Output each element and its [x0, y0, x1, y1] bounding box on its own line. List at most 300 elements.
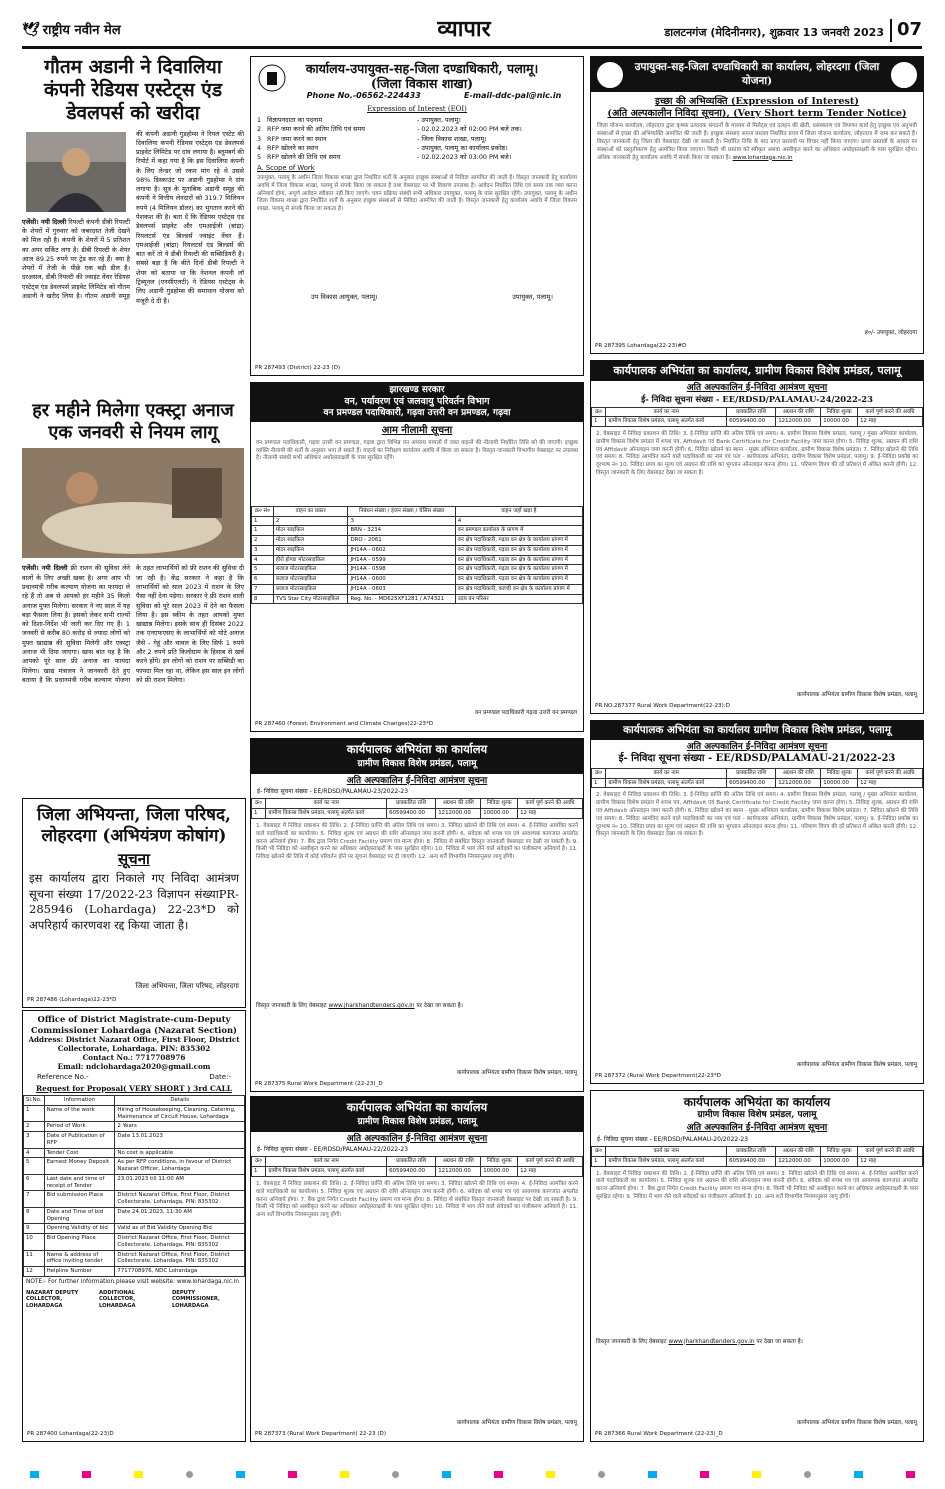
table-header-row — [592, 1147, 923, 1157]
table-header-cell: Details — [115, 1096, 245, 1106]
table-cell: बजाज मोटरसाइकिल — [273, 565, 348, 575]
table-cell: 1 — [592, 417, 606, 427]
table-cell: 2 — [24, 1122, 45, 1132]
pr-number: PR 287493 (District) 22-23 (D) — [255, 365, 341, 372]
table-cell: 1212000.00 — [436, 809, 481, 819]
story-headline: हर महीने मिलेगा एक्स्ट्रा अनाज एक जनवरी से नियम लागू — [32, 400, 234, 443]
table-cell: JH14A - 0599 — [348, 555, 455, 565]
table-row — [24, 1105, 245, 1122]
table-row — [24, 1148, 245, 1158]
table-row — [24, 1224, 245, 1234]
table-cell: मोटर साइकिल — [273, 536, 348, 546]
tender-sub: अति अल्पकालिन ई-निविदा आमंत्रण सूचना — [686, 382, 828, 393]
registration-swatch — [340, 1471, 349, 1478]
pr-number: PR 287486 (Lohardaga)22-23*D — [27, 997, 117, 1004]
table-cell: Date and Time of bid Opening — [44, 1207, 115, 1224]
table-header-cell: निविदा शुल्क — [481, 799, 518, 809]
registration-swatch — [494, 1471, 503, 1478]
ad-signature: कार्यपालक अभियंता ग्रामीण विकास विशेष प्रमंडल, पलामू — [796, 691, 917, 698]
list-item — [257, 116, 577, 125]
table-row — [252, 536, 583, 546]
eoi-list — [251, 114, 583, 164]
ad-tender-24 — [590, 360, 924, 714]
table-cell: वन प्रमण्डल कार्यालय के प्रांगण में — [455, 526, 582, 536]
eoi-website[interactable]: www.lohardaga.nic.in — [732, 154, 793, 161]
ad-signature: कार्यपालक अभियंता ग्रामीण विकास विशेष प्रमंडल, पलामू — [796, 1061, 917, 1068]
ad-tender-23 — [250, 738, 584, 1092]
table-cell: JH14A - 0603 — [348, 584, 455, 594]
item-number: 2 — [257, 125, 262, 134]
list-item — [257, 125, 577, 134]
tender-title: कार्यपालक अभियंता का कार्यालय ग्रामीण विकास विशेष प्रमंडल, पलामू — [591, 721, 923, 740]
table-header-row — [252, 1157, 583, 1167]
table-row — [252, 1167, 583, 1177]
table-header-cell: कार्य का नाम — [266, 1157, 387, 1167]
table-cell: 60599400.00 — [387, 809, 436, 819]
tender-dept: ग्रामीण विकास विशेष प्रमंडल, पलामू — [251, 1117, 583, 1131]
table-header-cell: निबंधन संख्या / इंजन संख्या / चेसिस संख्या — [348, 506, 455, 516]
list-item — [257, 144, 577, 153]
ad-ddc-palamu — [250, 56, 584, 376]
table-row — [24, 1191, 245, 1208]
table-header-cell: निविदा शुल्क — [821, 407, 858, 417]
pr-number: PR 287460 (Forest, Environment and Climate Changes)22-23*D — [255, 721, 434, 728]
tender-website-line: विस्तृत जानकारी के लिए वेबसाइट www.jharkhandtenders.gov.in पर देखा जा सकता है। — [596, 1338, 803, 1345]
ad-fill-text: उपायुक्त, पलामू के अधीन जिला विकास शाखा द्वारा निर्धारित शर्तों के अनुसार इच्छुक संस्थाओं से निविदा आमंत्रित की जाती है। विस्तृत जानकारी हेतु कार्यालय अवधि में जिला विकास शाखा, पलामू से संपर्क किया जा सकता है तथा वेबसाइट पर भी विवरण उपलब्ध है। आवेदन निर्धारित तिथि एवं समय तक जमा करना अनिवार्य होगा, अपूर्ण आवेदन स्वीकार नहीं किए जाएंगे। चयन प्रक्रिया संबंधी सभी अधिकार उपायुक्त, पलामू के पास सुरक्षित रहेंगे। उपायुक्त, पलामू के अधीन जिला विकास शाखा द्वारा निर्धारित शर्तों के अनुसार इच्छुक संस्थाओं से निविदा आमंत्रित की जाती है। विस्तृत जानकारी हेतु कार्यालय अवधि में जिला विकास शाखा, पलामू से संपर्क किया जा सकता है। — [257, 174, 577, 213]
tender-table — [591, 407, 923, 428]
table-header-cell: अग्रधन की राशि — [776, 1147, 821, 1157]
table-cell: DRO - 2061 — [348, 536, 455, 546]
table-header-cell: अग्रधन की राशि — [436, 799, 481, 809]
table-row — [252, 575, 583, 585]
ration-grain-photo — [22, 448, 244, 558]
table-cell: 1212000.00 — [436, 1167, 481, 1177]
table-cell: 2 — [252, 536, 274, 546]
table-cell: 1 — [252, 516, 274, 526]
registration-swatch — [30, 1471, 39, 1478]
table-cell: 12 माह — [518, 809, 583, 819]
ad-fill-text: 1. वेबसाइट में निविदा प्रकाशन की तिथि। 2. ई-निविदा प्राप्ति की अंतिम तिथि एवं समय। 3. निविदा खोलने की तिथि एवं समय। 4. ई-निविदा आमंत्रित करने वाले पदाधिकारी का कार्यालय। 5. निविदा शुल्क एवं अग्रधन की राशि ऑनलाइन जमा करनी होगी। 6. संवेदक को शपथ पत्र एवं आवश्यक कागजात अपलोड करना अनिवार्य होगा। 7. बैंक द्वारा निर्गत Credit Facility प्रमाण पत्र मान्य होगा। 8. निविदा से संबंधित विस्तृत जानकारी वेबसाइट पर देखी जा सकती है। 9. किसी भी निविदा को अस्वीकृत करने का अधिकार अधोहस्ताक्षरी के पास सुरक्षित रहेगा। 10. निविदा में भाग लेने वाले संवेदकों का पंजीकरण अनिवार्य है। 11. निविदा खोलने की तिथि में कोई परिवर्तन होने पर सूचना वेबसाइट पर दी जाएगी। 12. अन्य शर्तें विभागीय नियमानुसार लागू होंगी। — [256, 822, 578, 861]
ad-title-dept: वन, पर्यावरण एवं जलवायु परिवर्तन विभाग — [251, 396, 583, 408]
ad-body: इस कार्यालय द्वारा निकाले गए निविदा आमंत्रण सूचना संख्या 17/2022-23 विज्ञापन संख्याPR-285946 (Lohardaga) 22-23*D को अपरिहार्य कारणवश रद्द किया जाता है। — [29, 871, 239, 932]
table-header-cell: कार्य पूर्ण करने की अवधि — [518, 1157, 583, 1167]
table-row — [252, 584, 583, 594]
item-number: 5 — [257, 153, 262, 162]
table-cell: 7 — [24, 1191, 45, 1208]
auction-table — [251, 506, 583, 605]
registration-swatch — [288, 1471, 297, 1478]
issue-date: डालटनगंज (मेदिनीनगर), शुक्रवार 13 जनवरी 2023 — [664, 26, 884, 39]
tender-table — [591, 1146, 923, 1167]
table-header-cell: प्राक्कलित राशि — [727, 768, 776, 778]
table-cell: District Nazarat Office, First Floor, District Collectorate, Lohardaga, PIN: 835302 — [115, 1250, 245, 1267]
item-label: RFP जमा करने का स्थान — [267, 134, 327, 143]
table-header-cell: कार्य का नाम — [606, 1147, 727, 1157]
table-header-cell: Information — [44, 1096, 115, 1106]
table-row — [252, 565, 583, 575]
story-adani — [22, 56, 244, 362]
ad-signature: कार्यपालक अभियंता ग्रामीण विकास विशेष प्रमंडल, पलामू — [456, 1419, 577, 1426]
table-row — [252, 526, 583, 536]
table-header-cell: क्र० — [592, 1147, 606, 1157]
table-header-cell: प्राक्कलित राशि — [387, 1157, 436, 1167]
ad-fill-text: वन प्रमण्डल पदाधिकारी, गढ़वा उत्तरी वन प्रमण्डल, गढ़वा द्वारा विभिन्न वन अपराध मामलों में जब्त वाहनों की नीलामी निर्धारित तिथि को की जाएगी। इच्छुक व्यक्ति नीलामी की शर्तों के अनुसार भाग ले सकते हैं। वाहनों का निरीक्षण कार्यालय अवधि में किया जा सकता है। विस्तृत जानकारी विभागीय वेबसाइट पर उपलब्ध है। नीलामी संबंधी सभी अधिकार अधोहस्ताक्षरी के पास सुरक्षित रहेंगे। — [256, 439, 578, 462]
table-row — [24, 1174, 245, 1191]
table-cell: हीरो होण्डा मोटरसाइकिल — [273, 555, 348, 565]
table-cell: 1212000.00 — [776, 417, 821, 427]
tender-dept: ग्रामीण विकास विशेष प्रमंडल, पलामू — [251, 759, 583, 773]
story-dateline: एजेंसी। नयी दिल्ली — [22, 217, 67, 226]
signatures — [251, 293, 583, 301]
item-value: - उपायुक्त, पलामू का कार्यालय प्रकोष्ठ। — [417, 143, 508, 152]
ad-fill-text: 1. वेबसाइट में निविदा प्रकाशन की तिथि। 2. ई-निविदा प्राप्ति की अंतिम तिथि एवं समय। 3. निविदा खोलने की तिथि एवं समय। 4. ई-निविदा आमंत्रित करने वाले पदाधिकारी का कार्यालय। 5. निविदा शुल्क एवं अग्रधन की राशि ऑनलाइन जमा करनी होगी। 6. संवेदक को शपथ पत्र एवं आवश्यक कागजात अपलोड करना अनिवार्य होगा। 7. बैंक द्वारा निर्गत Credit Facility प्रमाण पत्र मान्य होगा। 8. निविदा से संबंधित विस्तृत जानकारी वेबसाइट पर देखी जा सकती है। 9. किसी भी निविदा को अस्वीकृत करने का अधिकार अधोहस्ताक्षरी के पास सुरक्षित रहेगा। 10. निविदा में भाग लेने वाले संवेदकों का पंजीकरण अनिवार्य है। 11. अन्य शर्तें विभागीय नियमानुसार लागू होंगी। — [256, 1180, 578, 1219]
ad-signature: कार्यपालक अभियंता ग्रामीण विकास विशेष प्रमंडल, पलामू — [456, 1069, 577, 1076]
ad-address: Address: District Nazarat Office, First Floor, District Collectorate, Lohardaga. PIN: 835302 — [28, 1035, 240, 1053]
story-text: फ्री राशन की सुविधा लेने वालों के लिए अच्छी खबर है। अगर आप भी प्रधानमंत्री गरीब कल्याण योजना का फायदा ले रहे हैं तो अब से आपको हर महीने 35 किलो अनाज मुफ्त मिलेगा। सरकार ने नए साल में यह बड़ा फैसला लिया है। इसको लेकर सभी राज्यों को दिशा-निर्देश भी जारी कर दिए गए हैं। 1 जनवरी से करीब 80 करोड़ से ज्यादा लोगों को मुफ्त खाद्यान्न की सुविधा मिलेगी और एक्स्ट्रा अनाज भी दिया जाएगा। खास बात यह है कि आपको पूरे साल फ्री अनाज का फायदा मिलेगा। खाद्य मंत्रालय ने जानकारी देते हुए बताया है कि प्रधानमंत्री गरीब कल्याण योजना के तहत लाभार्थियों को फ्री राशन की सुविधा दी जा रही है। केंद्र सरकार ने कहा है कि लाभार्थियों को साल 2023 में राशन के लिए पैसा नहीं देना पड़ेगा। सरकार ने फ्री राशन वाली सुविधा को पूरे साल 2023 में देने का फैसला लिया है। इस स्कीम के तहत आपको मुफ्त खाद्यान्न मिलेगा। इसके साथ ही दिसंबर 2022 तक एनएफएसए के लाभार्थियों को मोटे अनाज जैसे - गेहूं और चावल के लिए सिर्फ 1 रुपये और 2 रुपये प्रति किलोग्राम के हिसाब से खर्च करने होंगे। इन लोगों को राशन पर सब्सिडी का फायदा मिल रहा था, लेकिन इस साल इन लोगों को फ्री राशन मिलेगा। — [22, 564, 244, 684]
table-cell: मोटर साइकिल — [273, 526, 348, 536]
registration-swatch — [546, 1471, 555, 1478]
table-cell: 12 माह — [858, 1156, 923, 1166]
ad-signature: वन प्रमण्डल पदाधिकारी गढ़वा उत्तरी वन प्रमण्डल — [474, 709, 577, 716]
story-dateline: एजेंसी। नयी दिल्ली — [22, 564, 68, 573]
table-header-cell: प्राक्कलित राशि — [387, 799, 436, 809]
item-label: RFP जमा करने की अंतिम तिथि एवं समय — [267, 125, 366, 134]
registration-swatch — [82, 1471, 91, 1478]
tender-sub: अति अल्पकालिन ई-निविदा आमंत्रण सूचना — [346, 775, 488, 786]
table-cell: 10000.00 — [481, 809, 518, 819]
table-cell: District Nazarat Office, First Floor, District Collectorate, Lohardaga, PIN: 835302 — [115, 1234, 245, 1251]
table-cell: 7 — [252, 584, 274, 594]
table-cell: No cost is applicable — [115, 1148, 245, 1158]
tender-number: ई- निविदा सूचना संख्या - EE/RDSD/PALAMAU-20/2022-23 — [597, 1135, 749, 1143]
table-cell: वन क्षेत्र पदाधिकारी, गढ़वा वन क्षेत्र के कार्यालय प्रांगण में — [455, 536, 582, 546]
table-cell: Bid Opening Place — [44, 1234, 115, 1251]
pr-number: PR 287400 Lohardaga(22-23)D — [27, 1431, 114, 1438]
item-number: 4 — [257, 143, 262, 152]
table-cell: Date 24.01.2023, 11:30 AM — [115, 1207, 245, 1224]
pr-number: PR 287375 Rural Work Department (22-23)_D — [255, 1081, 383, 1088]
ad-tender-20 — [590, 1090, 924, 1442]
table-cell: Valid as of Bid Validity Opening Bid — [115, 1224, 245, 1234]
table-cell: मोटर साइकिल — [273, 545, 348, 555]
signature-dc: DEPUTY COMMISSIONER, LOHARDAGA — [172, 1289, 220, 1309]
table-header-row — [24, 1096, 245, 1106]
table-header-cell: कार्य पूर्ण करने की अवधि — [518, 799, 583, 809]
ad-signature: कार्यपालक अभियंता ग्रामीण विकास विशेष प्रमंडल, पलामू — [796, 1419, 917, 1426]
color-registration-bar — [30, 1470, 915, 1478]
eoi-heading: Expression of Interest (EOI) — [367, 105, 467, 114]
table-cell: Name & address of office inviting tender — [44, 1250, 115, 1267]
table-cell: बजाज मोटरसाइकिल — [273, 584, 348, 594]
tender-website[interactable]: www.jharkhandtenders.gov.in — [328, 1002, 415, 1009]
table-cell: ग्रामीण विकास विशेष प्रमंडल, पलामू अंतर्गत कार्य — [606, 778, 727, 788]
table-row — [252, 594, 583, 604]
masthead — [22, 18, 922, 49]
table-cell: वन क्षेत्र पदाधिकारी, गढ़वा वन क्षेत्र के कार्यालय प्रांगण में — [455, 565, 582, 575]
table-cell: 12 माह — [858, 417, 923, 427]
ad-phone: Phone No.-06562-224433 — [306, 91, 421, 101]
table-cell: वन क्षेत्र पदाधिकारी, काण्डी वन क्षेत्र के कार्यालय प्रांगण में — [455, 584, 582, 594]
table-cell: As per RFP conditions, in favour of District Nazarat Officer, Lohardaga — [115, 1158, 245, 1175]
registration-dot — [186, 1471, 193, 1478]
gautam-adani-photo — [22, 132, 130, 212]
table-cell: 4 — [252, 555, 274, 565]
ad-contact: Contact No.: 7717708976 — [82, 1053, 186, 1062]
table-header-cell: क्र० — [592, 768, 606, 778]
rfp-table — [23, 1095, 245, 1277]
item-value: - 02.02.2023 को 03:00 PM बजे। — [417, 153, 512, 162]
table-cell: 23.01.2023 till 11:00 AM — [115, 1174, 245, 1191]
table-header-cell: कार्य पूर्ण करने की अवधि — [858, 768, 923, 778]
registration-swatch — [906, 1471, 915, 1478]
table-cell: Period of Work — [44, 1122, 115, 1132]
ad-lohardaga-eoi — [590, 56, 924, 354]
ad-title-office: वन प्रमण्डल पदाधिकारी, गढ़वा उत्तरी वन प्रमण्डल, गढ़वा — [251, 408, 583, 422]
ad-tender-21 — [590, 720, 924, 1084]
table-header-cell: क्र० — [592, 407, 606, 417]
table-header-cell: क्र० — [252, 799, 266, 809]
registration-dot — [598, 1471, 605, 1478]
table-row — [24, 1158, 245, 1175]
table-cell: 11 — [24, 1250, 45, 1267]
list-item — [257, 135, 577, 144]
tender-sub: अति अल्पकालिन ई-निविदा आमंत्रण सूचना — [346, 1133, 488, 1144]
table-header-cell: कार्य का नाम — [606, 407, 727, 417]
table-row — [24, 1250, 245, 1267]
story-text: रियल्टी कंपनी डीबी रियल्टी के शेयरों में गुरुवार को जबरदस्त तेजी देखने को मिल रही है। कंपनी के शेयरों में 5 प्रतिशत का अपर सर्किट लगा है। डीबी रियल्टी के शेयर आज 89.25 रुपये पर ट्रेड कर रहे हैं। क्या है शेयरों में तेजी के पीछे एक बड़ी डील है। दरअसल, डीबी रियल्टी की ज्वाइंट वेंचर रेडियस एस्टेट्स एंड डेवलपर्स प्राइवेट लिमिटेड को गौतम अडानी ने खरीद लिया है। गौतम अडानी समूह की कंपनी अडानी गुडहोम्स ने रियल एस्टेट की दिवालिया कंपनी रेडियस एस्टेट्स एंड डेवलपर्स प्राइवेट लिमिटेड पर दांव लगाया है। ब्लूमबर्ग की रिपोर्ट में कहा गया है कि इस दिवालिया कंपनी के लिए लेन्डर जो रकम मांग रहे थे उससे 98% डिस्काउंट पर अडानी गुडहोम्स ने दांव लगाया है। सूत्र के मुताबिक अडानी समूह की कंपनी ने वित्तीय लेनदारों को 319.7 मिलियन रुपये (4 मिलियन डॉलर) का भुगतान करने की पेशकश की है। बता दें कि रेडियस एस्टेट्स एंड डेवलपर्स प्राइवेट और एमआईजी (बांद्रा) रियलटर्स एंड बिल्डर्स ज्वाइंट वेंचर हैं। एमआईजी (बांद्रा) रियलटर्स एंड बिल्डर्स की बात करें तो ये डीबी रियल्टी की सब्सिडियरी है। सबसे बड़ा है कि बीते दिनों डीबी रियल्टी ने शेयर को बताया था कि नेशनल कंपनी लॉ ट्रिब्यूनल (एनसीएलटी) ने रेडियस एस्टेट्स के लिए अडानी गुडहोम्स की समाधान योजना को मंजूरी दे दी है। — [22, 129, 244, 305]
rfp-heading: Request for Proposal( VERY SHORT ) 3rd CALL — [36, 1083, 232, 1093]
table-cell: 1 — [252, 809, 266, 819]
table-cell: 7717708976, NDC Lohardaga — [115, 1267, 245, 1277]
table-cell: Tender Cost — [44, 1148, 115, 1158]
registration-dot — [804, 1471, 811, 1478]
item-value: - जिला विकास शाखा, पलामू। — [417, 134, 487, 143]
story-body — [22, 130, 244, 362]
table-header-row — [252, 799, 583, 809]
ad-email: E-mail-ddc-pal@nic.in — [463, 91, 562, 101]
ref-date: Date:- — [209, 1073, 231, 1081]
ref-line — [23, 1071, 245, 1084]
table-cell: 10000.00 — [481, 1167, 518, 1177]
table-cell: वन क्षेत्र पदाधिकारी, गढ़वा वन क्षेत्र के कार्यालय प्रांगण में — [455, 575, 582, 585]
registration-swatch — [700, 1471, 709, 1478]
tender-website[interactable]: www.jharkhandtenders.gov.in — [668, 1338, 755, 1345]
pr-number: PR 287395 Lohardaga(22-23)#D — [595, 343, 687, 350]
table-cell: Last date and time of receipt of Tender — [44, 1174, 115, 1191]
tender-table — [251, 798, 583, 819]
district-logo-icon — [890, 61, 918, 89]
registration-swatch — [752, 1471, 761, 1478]
table-cell: 1 — [252, 526, 274, 536]
table-cell: 3 — [252, 545, 274, 555]
table-cell: 60599400.00 — [727, 1156, 776, 1166]
table-cell: BRN - 3234 — [348, 526, 455, 536]
story-ration — [22, 400, 244, 796]
table-cell: 3 — [348, 516, 455, 526]
table-cell: 2 — [273, 516, 348, 526]
table-cell: Hiring of Housekeeping, Cleaning, Catering, Maintenance of Circuit House, Lohardaga — [115, 1105, 245, 1122]
table-header-cell: निविदा शुल्क — [481, 1157, 518, 1167]
table-header-cell: अग्रधन की राशि — [776, 407, 821, 417]
table-cell: Helpline Number — [44, 1267, 115, 1277]
table-header-cell: वाहन जहाँ खड़ा है — [455, 506, 582, 516]
table-cell: JH14A - 0602 — [348, 545, 455, 555]
table-body — [24, 1105, 245, 1276]
registration-dot — [392, 1471, 399, 1478]
table-cell: Date 13.01.2023 — [115, 1132, 245, 1149]
table-cell: ग्रामीण विकास विशेष प्रमंडल, पलामू अंतर्गत कार्य — [606, 1156, 727, 1166]
table-cell: वन क्षेत्र पदाधिकारी, गढ़वा वन क्षेत्र के कार्यालय प्रांगण में — [455, 555, 582, 565]
item-label: RFP खोलने की तिथि एवं समय — [267, 153, 341, 162]
section-title: व्यापार — [437, 16, 491, 42]
table-cell: 1 — [252, 1167, 266, 1177]
table-cell: 3 — [24, 1132, 45, 1149]
table-cell: 5 — [252, 565, 274, 575]
table-cell: Name of the work — [44, 1105, 115, 1122]
table-cell: 9 — [24, 1224, 45, 1234]
table-header-cell: Sl.No. — [24, 1096, 45, 1106]
tender-number: ई- निविदा सूचना संख्या - EE/RDSD/PALAMAU-24/2022-23 — [641, 394, 873, 404]
ad-signature: जिला अभियन्ता, जिला परिषद, लोहरदगा — [135, 982, 239, 991]
table-cell: 60599400.00 — [727, 778, 776, 788]
table-header-cell: निविदा शुल्क — [821, 768, 858, 778]
table-cell: ग्रामीण विकास विशेष प्रमंडल, पलामू अंतर्गत कार्य — [266, 809, 387, 819]
item-number: 1 — [257, 115, 262, 124]
tender-table — [591, 768, 923, 789]
table-header-cell: कार्य पूर्ण करने की अवधि — [858, 407, 923, 417]
ad-fill-text: 2. वेबसाइट में निविदा प्रकाशन की तिथि। 3. ई-निविदा प्राप्ति की अंतिम तिथि एवं समय। 4. ग्रामीण विकास विशेष प्रमंडल, पलामू / मुख्य अभियंता कार्यालय, ग्रामीण विकास विशेष प्रमंडल में शपथ पत्र, Affidavit एवं Bank Certificate for Credit Facility जमा करना होगा। 5. निविदा शुल्क, अग्रधन की राशि एवं Affidavit ऑनलाइन जमा करनी होगी। 6. निविदा खोलने का स्थान - मुख्य अभियंता कार्यालय, ग्रामीण विकास विशेष प्रमंडल। 7. निविदा खोलने की तिथि एवं समय। 8. निविदा आमंत्रित करने वाले पदाधिकारी का नाम एवं पता - कार्यपालक अभियंता, ग्रामीण विकास विशेष प्रमंडल, पलामू। 9. ई-निविदा प्रकोष्ठ का दूरभाष नं० 10. निविदा प्रपत्र का मूल्य एवं अग्रधन की राशि का भुगतान ऑनलाइन करना होगा। 11. परिमाण विपत्र की दरें प्रतिशत में अंकित करनी होंगी। 12. विस्तृत जानकारी के लिए वेबसाइट देखा जा सकता है। — [596, 792, 918, 838]
table-cell: Opening Validity of bid — [44, 1224, 115, 1234]
ad-nazarat-rfp — [22, 1010, 246, 1442]
registration-swatch — [854, 1471, 863, 1478]
table-cell: Date of Publication of RFP — [44, 1132, 115, 1149]
scope-heading: A. Scope of Work — [257, 164, 315, 173]
eoi-subheading: (अति अल्पकालीन निविदा सूचना), (Very Short term Tender Notice) — [607, 108, 907, 120]
ad-zila-parishad — [22, 798, 246, 1008]
table-header-cell: कार्य का नाम — [606, 768, 727, 778]
tender-title: कार्यपालक अभियंता का कार्यालय — [251, 1097, 583, 1117]
table-cell: ग्रामीण विकास विशेष प्रमंडल, पलामू अंतर्गत कार्य — [266, 1167, 387, 1177]
table-row — [252, 545, 583, 555]
table-cell: 12 माह — [858, 778, 923, 788]
table-header-cell: कार्य का नाम — [266, 799, 387, 809]
table-cell: 10 — [24, 1234, 45, 1251]
pr-number: PR 287366 Rural Work Department (22-23)_D — [595, 1431, 723, 1438]
table-row — [592, 778, 923, 788]
tender-title: कार्यपालक अभियंता का कार्यालय — [683, 1095, 831, 1109]
reference-no: Reference No.- — [37, 1073, 89, 1081]
table-cell: 10000.00 — [821, 778, 858, 788]
tender-number: ई- निविदा सूचना संख्या - EE/RDSD/PALAMAU-22/2022-23 — [257, 1145, 409, 1153]
table-header-cell: कार्य पूर्ण करने की अवधि — [858, 1147, 923, 1157]
table-cell: 8 — [252, 594, 274, 604]
tender-title: कार्यपालक अभियंता का कार्यालय — [251, 739, 583, 759]
ad-title: जिला अभियन्ता, जिला परिषद, लोहरदगा (अभियंत्रण कोषांग) — [37, 805, 231, 847]
table-row — [24, 1267, 245, 1277]
registration-swatch — [442, 1471, 451, 1478]
pr-number: PR 287373 (Rural Work Department) 22-23 (D) — [255, 1431, 387, 1438]
table-cell: 12 माह — [518, 1167, 583, 1177]
table-cell: 4 — [455, 516, 582, 526]
table-row — [24, 1132, 245, 1149]
table-cell: 1212000.00 — [776, 1156, 821, 1166]
registration-swatch — [134, 1471, 143, 1478]
table-row — [24, 1207, 245, 1224]
bird-icon: 🕊 — [22, 22, 40, 38]
table-cell: 6 — [252, 575, 274, 585]
table-cell: उदय वन परिसर — [455, 594, 582, 604]
pr-number: PR 287372 (Rural Work Department)22-23*D — [595, 1073, 721, 1080]
table-cell: JH14A - 0600 — [348, 575, 455, 585]
table-header-cell: अग्रधन की राशि — [436, 1157, 481, 1167]
table-cell: Bid submission Place — [44, 1191, 115, 1208]
table-cell: 2 Years — [115, 1122, 245, 1132]
table-cell: 5 — [24, 1158, 45, 1175]
table-cell: वन क्षेत्र पदाधिकारी, गढ़वा वन क्षेत्र के कार्यालय प्रांगण में — [455, 545, 582, 555]
ad-signature: ह०/- उपायुक्त, लोहरदगा — [864, 329, 917, 336]
list-item — [257, 153, 577, 162]
registration-swatch — [236, 1471, 245, 1478]
table-cell: JH14A - 0598 — [348, 565, 455, 575]
table-cell: Reg. No. - MD625XF1281 / A74321 — [348, 594, 455, 604]
tender-number: ई- निविदा सूचना संख्या - EE/RDSD/PALAMAU-23/2022-23 — [257, 787, 409, 795]
emblem-icon — [596, 61, 624, 89]
table-cell: 4 — [24, 1148, 45, 1158]
table-cell: TVS Star City मोटरसाइकिल — [273, 594, 348, 604]
story-headline: गौतम अडानी ने दिवालिया कंपनी रेडियस एस्टेट्स एंड डेवलपर्स को खरीदा — [44, 56, 222, 125]
table-cell: 1 — [24, 1105, 45, 1122]
table-row — [252, 516, 583, 526]
ad-email: Email: ndclohardaga2020@gmail.com — [57, 1062, 211, 1071]
tender-dept: ग्रामीण विकास विशेष प्रमंडल, पलामू — [697, 1110, 817, 1120]
item-number: 3 — [257, 134, 262, 143]
ad-title-govt: झारखण्ड सरकार — [251, 383, 583, 396]
tender-sub: अति अल्पकालिन ई-निविदा आमंत्रण सूचना — [686, 1123, 828, 1134]
table-header-cell: क्र० सं० — [252, 506, 274, 516]
table-cell: 10000.00 — [821, 417, 858, 427]
signature-ddc: उप विकास आयुक्त, पलामू। — [311, 292, 378, 301]
tender-sub: अति अल्पकालिन ई-निविदा आमंत्रण सूचना — [686, 742, 828, 752]
ad-fill-text: 1. वेबसाइट में निविदा प्रकाशन की तिथि। 2. ई-निविदा प्राप्ति की अंतिम तिथि एवं समय। 3. निविदा खोलने की तिथि एवं समय। 4. ई-निविदा आमंत्रित करने वाले पदाधिकारी का कार्यालय। 5. निविदा शुल्क एवं अग्रधन की राशि ऑनलाइन जमा करनी होगी। 6. संवेदक को शपथ पत्र एवं आवश्यक कागजात अपलोड करना अनिवार्य होगा। 7. बैंक द्वारा निर्गत Credit Facility प्रमाण पत्र मान्य होगा। 8. किसी भी निविदा को अस्वीकृत करने का अधिकार अधोहस्ताक्षरी के पास सुरक्षित रहेगा। 9. निविदा में भाग लेने वाले संवेदकों का पंजीकरण अनिवार्य है। 10. अन्य शर्तें विभागीय नियमानुसार लागू होंगी। — [596, 1170, 918, 1200]
ad-title: Office of District Magistrate-cum-Deputy Commissioner Lohardaga (Nazarat Section) — [31, 1014, 237, 1035]
table-cell: 1 — [592, 1156, 606, 1166]
registration-swatch — [648, 1471, 657, 1478]
tender-website-line: विस्तृत जानकारी के लिए वेबसाइट www.jharkhandtenders.gov.in पर देखा जा सकता है। — [256, 1002, 463, 1009]
table-cell: 8 — [24, 1207, 45, 1224]
item-value: - 02.02.2023 को 02:00 PM बजे तक। — [417, 125, 522, 134]
table-cell: 12 — [24, 1267, 45, 1277]
newspaper-logo — [22, 22, 121, 40]
ad-forest-auction — [250, 382, 584, 732]
table-header-cell: वाहन का प्रकार — [273, 506, 348, 516]
page-number: 07 — [890, 19, 922, 42]
table-header-row — [592, 768, 923, 778]
signature-ndc: NAZARAT DEPUTY COLLECTOR, LOHARDAGA — [26, 1289, 79, 1309]
logo-text: राष्ट्रीय नवीन मेल — [42, 23, 121, 38]
table-row — [252, 555, 583, 565]
table-cell: 60599400.00 — [387, 1167, 436, 1177]
rfp-note: NOTE:- For further information please visit website: www.lohardaga.nic.in — [26, 1278, 240, 1285]
table-row — [24, 1234, 245, 1251]
ad-tender-22 — [250, 1096, 584, 1442]
table-row — [24, 1122, 245, 1132]
table-header-cell: क्र० — [252, 1157, 266, 1167]
ad-contacts — [251, 91, 583, 101]
table-cell: 60599400.00 — [727, 417, 776, 427]
table-cell: बजाज मोटरसाइकिल — [273, 575, 348, 585]
item-value: - उपायुक्त, पलामू। — [417, 115, 461, 124]
table-row — [252, 809, 583, 819]
